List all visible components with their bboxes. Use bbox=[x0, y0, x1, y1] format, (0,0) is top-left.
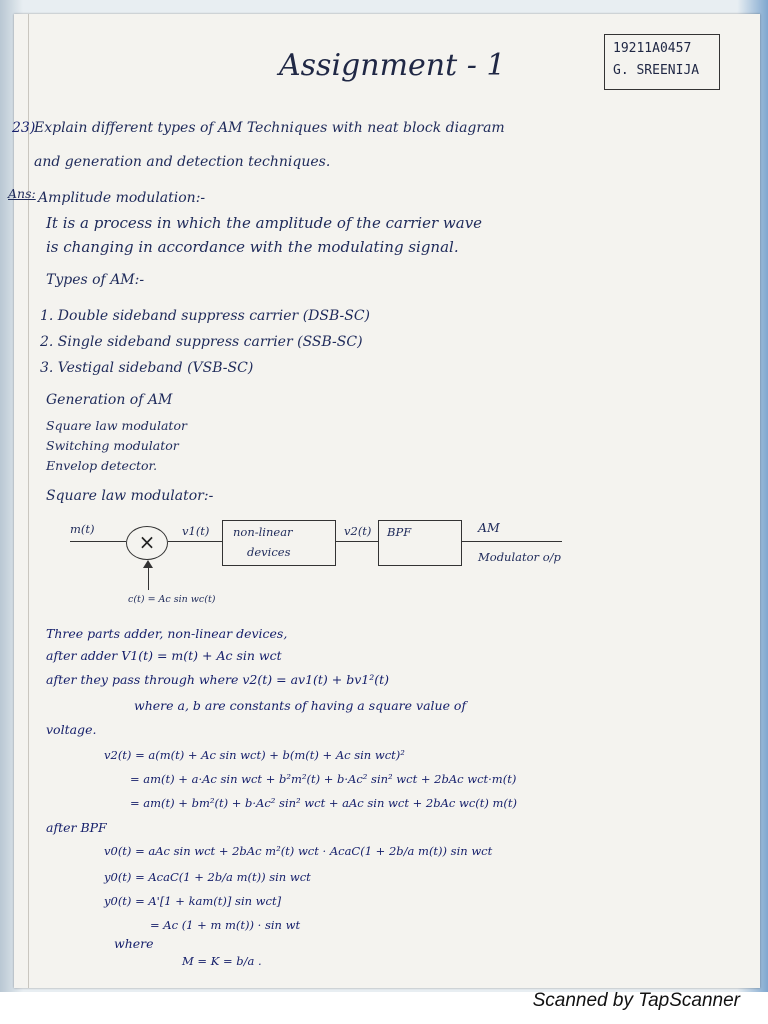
explanation-line: voltage. bbox=[46, 722, 97, 737]
equation-line: = am(t) + bm²(t) + b·Ac² sin² wct + aAc sin wct + 2bAc wc(t) m(t) bbox=[130, 796, 518, 810]
generation-item: Switching modulator bbox=[46, 438, 179, 453]
output-label-modulator: Modulator o/p bbox=[478, 550, 561, 564]
question-line-1: Explain different types of AM Techniques with neat block diagram bbox=[34, 120, 505, 136]
equation-line: M = K = b/a . bbox=[182, 954, 262, 968]
scanner-watermark: Scanned by TapScanner bbox=[532, 990, 740, 1011]
generation-heading: Generation of AM bbox=[46, 392, 173, 408]
margin-line bbox=[28, 14, 29, 988]
v2-line bbox=[336, 541, 378, 542]
equation-line: where bbox=[114, 936, 154, 951]
output-label-am: AM bbox=[478, 520, 500, 535]
v2-label: v2(t) bbox=[344, 524, 372, 538]
carrier-line bbox=[148, 566, 149, 590]
question-line-2: and generation and detection techniques. bbox=[34, 154, 331, 170]
output-line bbox=[462, 541, 562, 542]
v1-label: v1(t) bbox=[182, 524, 210, 538]
equation-line: v2(t) = a(m(t) + Ac sin wct) + b(m(t) + Ac sin wct)² bbox=[104, 748, 405, 762]
explanation-line: after they pass through where v2(t) = av1(t) + bv1²(t) bbox=[46, 672, 390, 687]
equation-line: = Ac (1 + m m(t)) · sin wt bbox=[150, 918, 301, 932]
explanation-line: where a, b are constants of having a square value of bbox=[134, 698, 467, 713]
definition-line-1: It is a process in which the amplitude of the carrier wave bbox=[46, 214, 483, 232]
equation-line: y0(t) = AcaC(1 + 2b/a m(t)) sin wct bbox=[104, 870, 311, 884]
input-line bbox=[70, 541, 126, 542]
types-heading: Types of AM:- bbox=[46, 272, 145, 288]
square-law-heading: Square law modulator:- bbox=[46, 488, 214, 504]
nonlinear-block bbox=[222, 520, 336, 566]
answer-heading: Amplitude modulation:- bbox=[38, 190, 206, 206]
question-number: 23) bbox=[12, 120, 36, 136]
bpf-label: BPF bbox=[387, 525, 412, 539]
equation-line: v0(t) = aAc sin wct + 2bAc m²(t) wct · AcaC(1 + 2b/a m(t)) sin wct bbox=[104, 844, 493, 858]
student-name: G. SREENIJA bbox=[613, 63, 700, 78]
equation-line: = am(t) + a·Ac sin wct + b²m²(t) + b·Ac² sin² wct + 2bAc wct·m(t) bbox=[130, 772, 517, 786]
type-item: 1. Double sideband suppress carrier (DSB-SC) bbox=[40, 308, 371, 324]
equation-line: after BPF bbox=[46, 820, 107, 835]
carrier-label: c(t) = Ac sin wc(t) bbox=[128, 594, 216, 605]
bpf-block bbox=[378, 520, 462, 566]
type-item: 3. Vestigal sideband (VSB-SC) bbox=[40, 360, 254, 376]
paper-sheet bbox=[8, 14, 760, 988]
explanation-line: after adder V1(t) = m(t) + Ac sin wct bbox=[46, 648, 282, 663]
nonlinear-label-1: non-linear bbox=[233, 525, 293, 539]
answer-label: Ans: bbox=[8, 186, 36, 201]
student-id-box bbox=[604, 34, 720, 90]
page-title: Assignment - 1 bbox=[279, 48, 506, 83]
explanation-line: Three parts adder, non-linear devices, bbox=[46, 626, 288, 641]
nonlinear-label-2: devices bbox=[247, 545, 291, 559]
v1-line bbox=[168, 541, 222, 542]
definition-line-2: is changing in accordance with the modulating signal. bbox=[46, 238, 459, 256]
equation-line: y0(t) = A'[1 + kam(t)] sin wct] bbox=[104, 894, 282, 908]
carrier-arrow-icon bbox=[143, 560, 153, 568]
type-item: 2. Single sideband suppress carrier (SSB-SC) bbox=[40, 334, 363, 350]
input-signal-label: m(t) bbox=[70, 522, 95, 536]
multiplier-symbol: × bbox=[126, 526, 168, 560]
roll-number: 19211A0457 bbox=[613, 41, 692, 56]
generation-item: Square law modulator bbox=[46, 418, 187, 433]
generation-item: Envelop detector. bbox=[46, 458, 158, 473]
